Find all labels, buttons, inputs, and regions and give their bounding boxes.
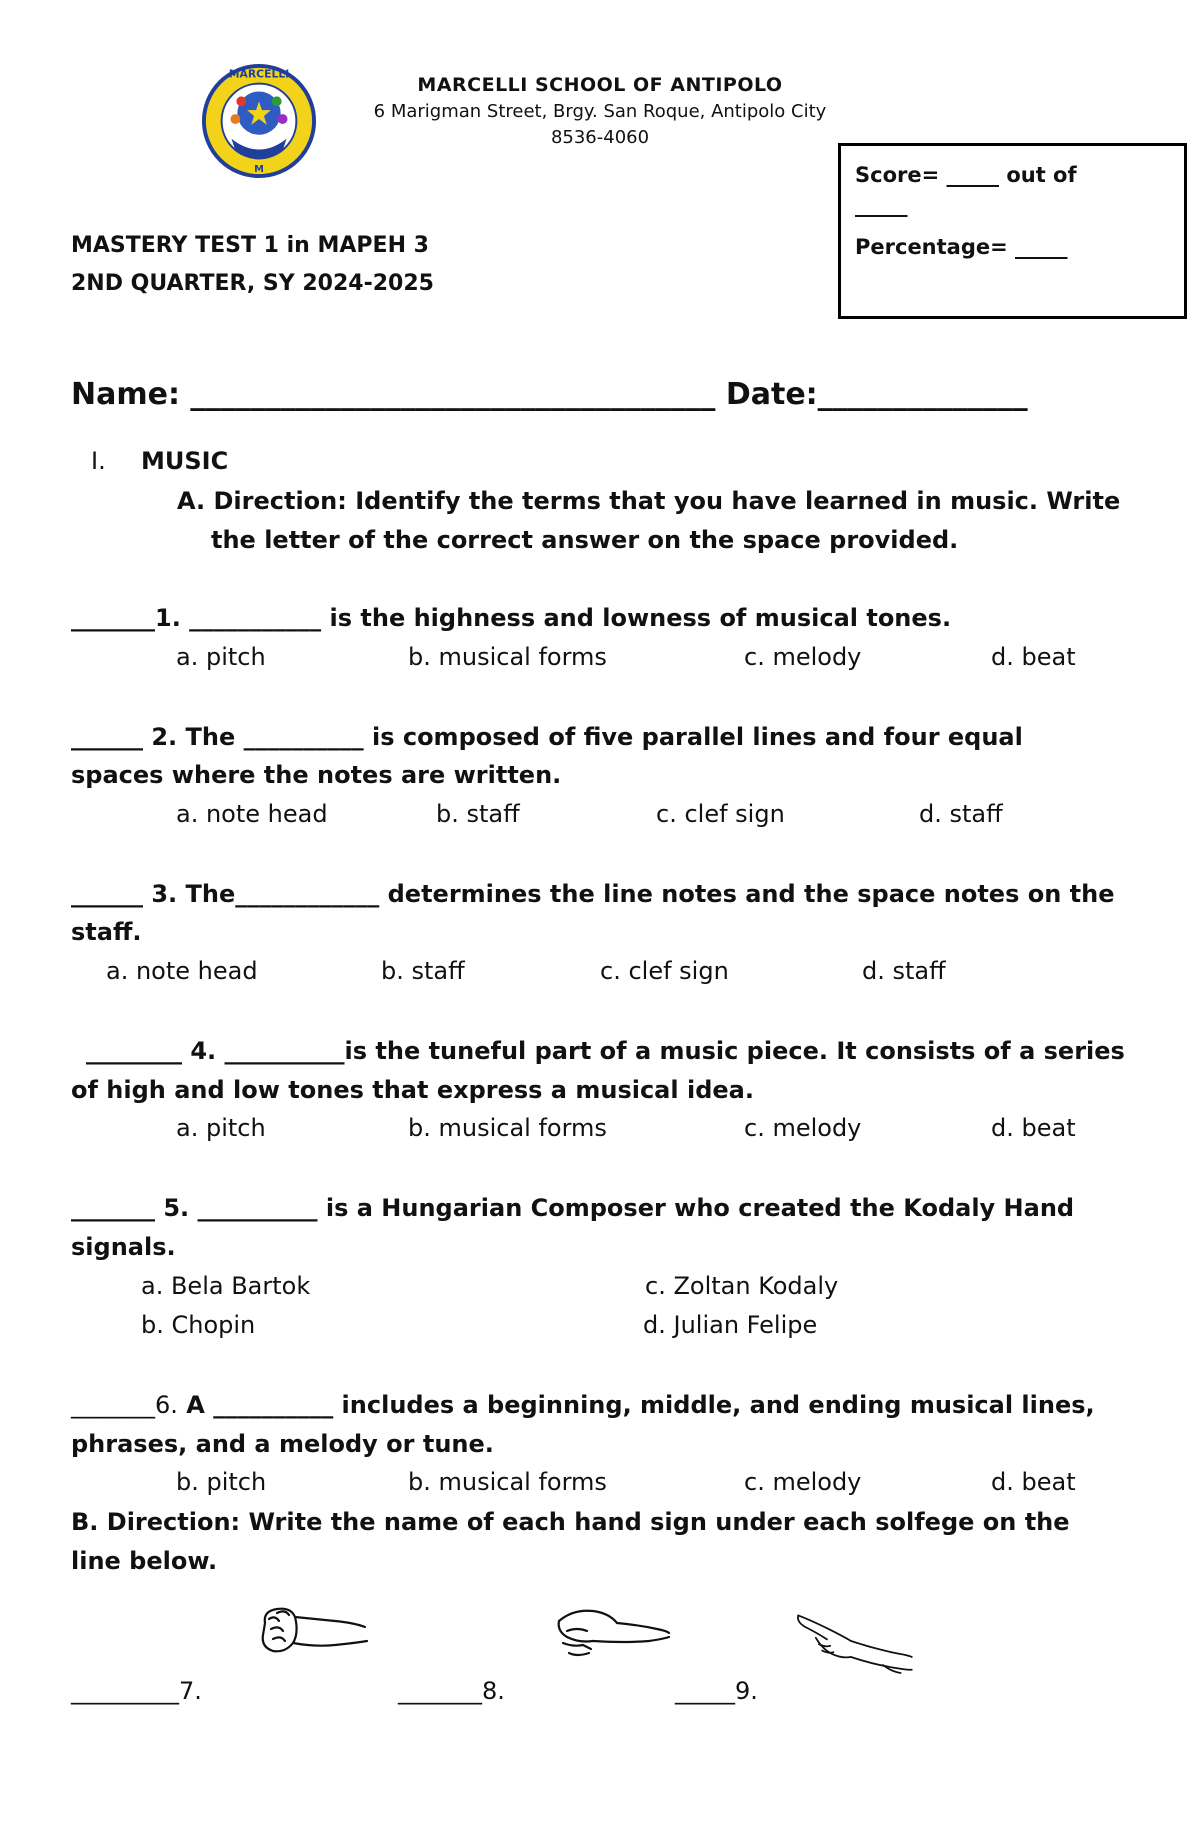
q1-option-d: d. beat <box>991 643 1076 671</box>
question-4-text-cont: of high and low tones that express a musical idea. <box>71 1076 754 1104</box>
q1-option-b: b. musical forms <box>408 643 607 671</box>
name-date-line[interactable]: Name: ___________________________________ Date:______________ <box>71 377 1028 412</box>
q5-option-b: b. Chopin <box>141 1311 256 1339</box>
q5-option-a: a. Bela Bartok <box>141 1272 311 1300</box>
q6-prompt: A __________ includes a beginning, middle, and ending musical lines, <box>177 1391 1095 1419</box>
q6-option-a: b. pitch <box>176 1468 267 1496</box>
direction-a-line2: the letter of the correct answer on the space provided. <box>211 526 959 554</box>
q6-option-d: d. beat <box>991 1468 1076 1496</box>
question-5-text[interactable]: _______ 5. __________ is a Hungarian Composer who created the Kodaly Hand <box>71 1194 1075 1222</box>
school-address: 6 Marigman Street, Brgy. San Roque, Antipolo City <box>373 101 827 122</box>
percentage-label: Percentage= _____ <box>855 235 1068 259</box>
pointing-hand-icon <box>795 1605 915 1685</box>
question-2-text-cont: spaces where the notes are written. <box>71 761 562 789</box>
question-6-text[interactable] <box>71 1391 1095 1419</box>
school-name: MARCELLI SCHOOL OF ANTIPOLO <box>417 74 783 96</box>
q3-option-a: a. note head <box>106 957 258 985</box>
school-phone: 8536-4060 <box>550 127 650 148</box>
quarter-label: 2ND QUARTER, SY 2024-2025 <box>71 271 434 296</box>
direction-a-line1: A. Direction: Identify the terms that you have learned in music. Write <box>177 487 1121 515</box>
school-logo <box>200 62 318 180</box>
question-4-text[interactable]: ________ 4. __________is the tuneful part of a music piece. It consists of a series <box>86 1037 1125 1065</box>
hand-sign-9-answer[interactable]: _____9. <box>675 1677 758 1705</box>
q1-option-c: c. melody <box>744 643 862 671</box>
q1-option-a: a. pitch <box>176 643 266 671</box>
q5-option-c: c. Zoltan Kodaly <box>645 1272 839 1300</box>
hand-sign-7-answer[interactable]: _________7. <box>71 1677 202 1705</box>
svg-text:M: M <box>254 164 264 176</box>
direction-b-line2: line below. <box>71 1547 218 1575</box>
q3-option-d: d. staff <box>862 957 946 985</box>
flat-hand-icon <box>553 1603 673 1683</box>
section-number: I. <box>91 447 106 475</box>
q6-option-c: c. melody <box>744 1468 862 1496</box>
question-3-text[interactable]: ______ 3. The____________ determines the line notes and the space notes on the <box>71 880 1115 908</box>
q4-option-a: a. pitch <box>176 1114 266 1142</box>
question-5-text-cont: signals. <box>71 1233 176 1261</box>
svg-text:MARCELLI: MARCELLI <box>228 67 290 81</box>
q2-option-a: a. note head <box>176 800 328 828</box>
q3-option-c: c. clef sign <box>600 957 729 985</box>
section-title: MUSIC <box>141 447 229 475</box>
q4-option-d: d. beat <box>991 1114 1076 1142</box>
score-line-continued: _____ <box>855 193 908 217</box>
fist-hand-icon <box>255 1603 375 1683</box>
score-label: Score= _____ out of <box>855 163 1077 187</box>
q6-blank[interactable]: _______6. <box>71 1391 178 1419</box>
question-6-text-cont: phrases, and a melody or tune. <box>71 1430 494 1458</box>
test-title: MASTERY TEST 1 in MAPEH 3 <box>71 233 429 258</box>
q5-option-d: d. Julian Felipe <box>643 1311 818 1339</box>
score-box <box>838 143 1187 319</box>
q2-option-b: b. staff <box>436 800 520 828</box>
hand-sign-8-answer[interactable]: _______8. <box>398 1677 505 1705</box>
q6-option-b: b. musical forms <box>408 1468 607 1496</box>
q2-option-d: d. staff <box>919 800 1003 828</box>
q3-option-b: b. staff <box>381 957 465 985</box>
q2-option-c: c. clef sign <box>656 800 785 828</box>
question-1-text[interactable]: _______1. ___________ is the highness and lowness of musical tones. <box>71 604 952 632</box>
q4-option-b: b. musical forms <box>408 1114 607 1142</box>
direction-b-line1: B. Direction: Write the name of each hand sign under each solfege on the <box>71 1508 1070 1536</box>
question-2-text[interactable]: ______ 2. The __________ is composed of five parallel lines and four equal <box>71 723 1023 751</box>
q4-option-c: c. melody <box>744 1114 862 1142</box>
question-3-text-cont: staff. <box>71 918 142 946</box>
